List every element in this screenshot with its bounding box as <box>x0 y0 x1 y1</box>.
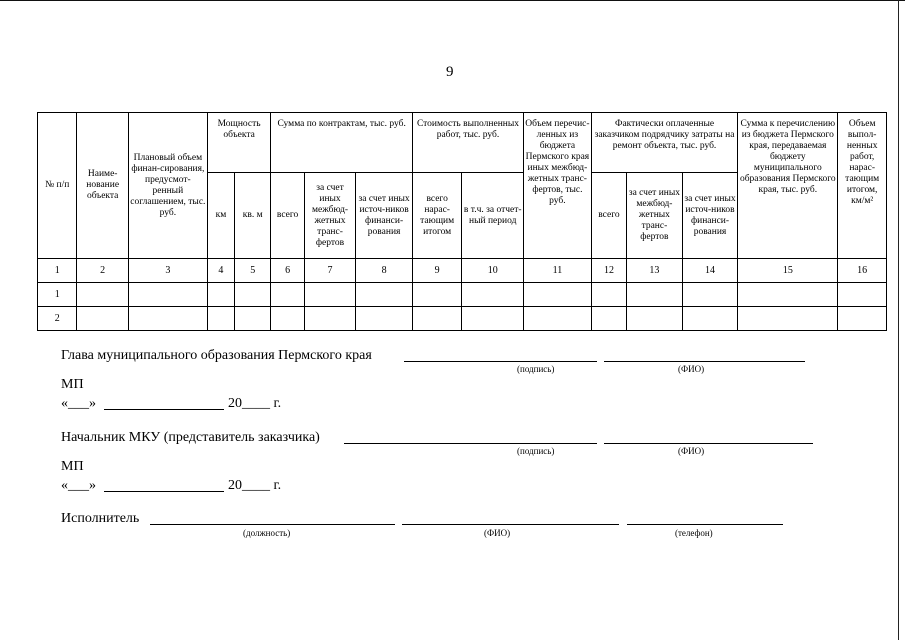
header-contracts: Сумма по контрактам, тыс. руб. <box>271 113 412 173</box>
page-top-edge <box>0 0 905 1</box>
stamp-label-1: МП <box>61 377 84 392</box>
col-number: 10 <box>462 259 524 283</box>
date-line-2[interactable] <box>104 491 224 492</box>
header-capacity: Мощность объекта <box>207 113 271 173</box>
head-fio-caption: (ФИО) <box>678 364 705 374</box>
col-number: 8 <box>356 259 413 283</box>
executor-fio-caption: (ФИО) <box>484 528 511 538</box>
head-fio-line[interactable] <box>604 361 805 362</box>
executor-label: Исполнитель <box>61 511 140 526</box>
col-number: 7 <box>304 259 356 283</box>
row-number: 2 <box>38 307 77 331</box>
header-capacity-m2: кв. м <box>235 173 271 259</box>
col-number: 1 <box>38 259 77 283</box>
header-num: № п/п <box>38 113 77 259</box>
mku-fio-line[interactable] <box>604 443 813 444</box>
date-line-1[interactable] <box>104 409 224 410</box>
table-row <box>38 307 887 331</box>
page-right-edge <box>898 0 899 640</box>
header-capacity-km: км <box>207 173 234 259</box>
report-table <box>37 112 887 331</box>
column-number-row <box>38 259 887 283</box>
header-contracts-interbudget: за счет иных межбюд-жетных транс-фертов <box>304 173 356 259</box>
col-number: 5 <box>235 259 271 283</box>
mku-label: Начальник МКУ (представитель заказчика) <box>61 430 320 445</box>
col-number: 15 <box>738 259 838 283</box>
col-number: 13 <box>627 259 683 283</box>
date-quote-1: «___» <box>61 396 96 411</box>
executor-phone-line[interactable] <box>627 524 783 525</box>
head-label: Глава муниципального образования Пермского края <box>61 348 372 363</box>
col-number: 2 <box>77 259 129 283</box>
col-number: 6 <box>271 259 304 283</box>
header-works-period: в т.ч. за отчет-ный период <box>462 173 524 259</box>
executor-position-caption: (должность) <box>243 528 291 538</box>
header-contracts-other: за счет иных источ-ников финанси-рования <box>356 173 413 259</box>
header-paid-other: за счет иных источ-ников финанси-рования <box>682 173 738 259</box>
col-number: 16 <box>838 259 887 283</box>
header-paid-interbudget: за счет иных межбюд-жетных транс-фертов <box>627 173 683 259</box>
head-signature-caption: (подпись) <box>517 364 555 374</box>
row-number: 1 <box>38 283 77 307</box>
mku-signature-line[interactable] <box>344 443 597 444</box>
date-quote-2: «___» <box>61 478 96 493</box>
col-number: 14 <box>682 259 738 283</box>
header-transferred: Объем перечис-ленных из бюджета Пермского края иных межбюд-жетных транс-фертов, тыс. руб. <box>524 113 592 259</box>
header-object-name: Наиме-нование объекта <box>77 113 129 259</box>
header-works-total: всего нарас-тающим итогом <box>412 173 462 259</box>
header-contracts-total: всего <box>271 173 304 259</box>
stamp-label-2: МП <box>61 459 84 474</box>
col-number: 12 <box>591 259 626 283</box>
date-year-1: 20____ г. <box>228 396 282 411</box>
executor-phone-caption: (телефон) <box>675 528 713 538</box>
table-row <box>38 283 887 307</box>
executor-position-line[interactable] <box>150 524 395 525</box>
col-number: 11 <box>524 259 592 283</box>
executor-fio-line[interactable] <box>402 524 619 525</box>
header-paid-total: всего <box>591 173 626 259</box>
header-volume: Объем выпол-ненных работ, нарас-тающим итогом, км/м² <box>838 113 887 259</box>
head-signature-line[interactable] <box>404 361 597 362</box>
header-sum-transfer: Сумма к перечислению из бюджета Пермского края, передаваемая бюджету муниципального образования Пермского края, тыс. руб. <box>738 113 838 259</box>
col-number: 4 <box>207 259 234 283</box>
date-year-2: 20____ г. <box>228 478 282 493</box>
header-works-cost: Стоимость выполненных работ, тыс. руб. <box>412 113 523 173</box>
header-planned-funding: Плановый объем финан-сирования, предусмот-ренный соглашением, тыс. руб. <box>128 113 207 259</box>
col-number: 3 <box>128 259 207 283</box>
header-paid: Фактически оплаченные заказчиком подрядчику затраты на ремонт объекта, тыс. руб. <box>591 113 738 173</box>
mku-fio-caption: (ФИО) <box>678 446 705 456</box>
page-number: 9 <box>446 64 454 80</box>
mku-signature-caption: (подпись) <box>517 446 555 456</box>
col-number: 9 <box>412 259 462 283</box>
